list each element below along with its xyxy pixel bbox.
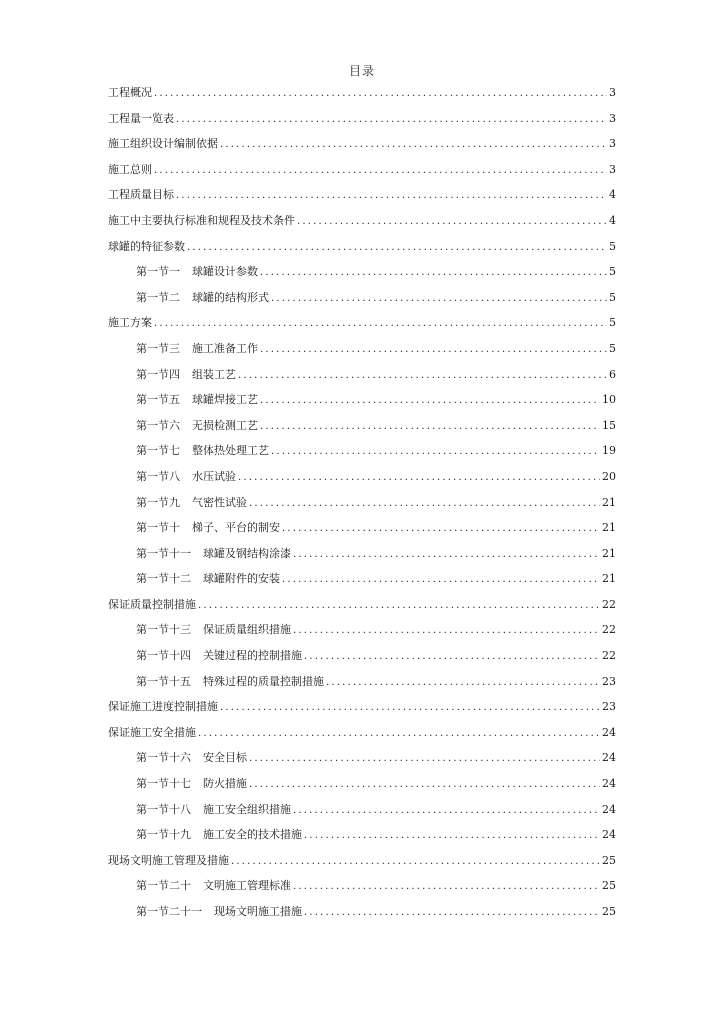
toc-dot-leader bbox=[297, 209, 607, 235]
toc-entry-label bbox=[136, 541, 291, 567]
toc-dot-leader bbox=[282, 567, 600, 593]
toc-entry-title: 无损检测工艺 bbox=[192, 418, 258, 432]
toc-entry[interactable] bbox=[108, 541, 616, 567]
toc-section-number: 第一节十四 bbox=[136, 649, 191, 663]
toc-entry-label bbox=[136, 899, 302, 925]
toc-entry[interactable] bbox=[108, 797, 616, 823]
toc-entry-label bbox=[108, 208, 295, 234]
toc-entry-label bbox=[108, 694, 218, 720]
toc-section-number: 第一节十 bbox=[136, 521, 180, 535]
toc-page-number: 22 bbox=[602, 597, 616, 611]
toc-entry[interactable] bbox=[108, 234, 616, 260]
toc-entry-label bbox=[136, 669, 324, 695]
toc-page-number: 25 bbox=[602, 853, 616, 867]
toc-entry-title: 施工总则 bbox=[108, 162, 152, 176]
toc-page-number: 19 bbox=[602, 444, 616, 458]
toc-section-number: 第一节三 bbox=[136, 341, 180, 355]
toc-dot-leader bbox=[238, 363, 607, 389]
toc-page-number: 24 bbox=[602, 828, 616, 842]
toc-entry[interactable] bbox=[108, 643, 616, 669]
toc-entry[interactable] bbox=[108, 310, 616, 336]
toc-entry-title: 安全目标 bbox=[203, 751, 247, 765]
toc-page-number: 5 bbox=[609, 316, 616, 330]
toc-entry[interactable] bbox=[108, 80, 616, 106]
toc-entry-title: 水压试验 bbox=[192, 469, 236, 483]
toc-page-number: 22 bbox=[602, 623, 616, 637]
toc-page-number: 21 bbox=[602, 495, 616, 509]
toc-entry-title: 保证施工进度控制措施 bbox=[108, 700, 218, 714]
toc-dot-leader bbox=[260, 337, 607, 363]
toc-dot-leader bbox=[304, 823, 600, 849]
toc-section-number: 第一节十六 bbox=[136, 751, 191, 765]
toc-entry[interactable] bbox=[108, 285, 616, 311]
toc-page-number: 24 bbox=[602, 802, 616, 816]
toc-entry[interactable] bbox=[108, 899, 616, 925]
toc-entry[interactable] bbox=[108, 490, 616, 516]
toc-entry-label bbox=[136, 822, 302, 848]
toc-entry-label bbox=[108, 848, 229, 874]
toc-entry-title: 组装工艺 bbox=[192, 367, 236, 381]
table-of-contents bbox=[108, 80, 616, 925]
toc-entry-label bbox=[136, 362, 236, 388]
toc-section-number: 第一节十九 bbox=[136, 828, 191, 842]
toc-page-number: 15 bbox=[602, 418, 616, 432]
toc-page-number: 4 bbox=[609, 213, 616, 227]
toc-entry[interactable] bbox=[108, 157, 616, 183]
toc-page-number: 5 bbox=[609, 290, 616, 304]
toc-entry-label bbox=[136, 745, 247, 771]
toc-entry-title: 特殊过程的质量控制措施 bbox=[203, 674, 324, 688]
toc-page-number: 3 bbox=[609, 86, 616, 99]
toc-entry-title: 施工安全组织措施 bbox=[203, 802, 291, 816]
toc-dot-leader bbox=[304, 644, 600, 670]
toc-entry-label bbox=[136, 413, 258, 439]
toc-entry-label bbox=[136, 285, 269, 311]
toc-entry-title: 梯子、平台的制安 bbox=[192, 521, 280, 535]
toc-entry-title: 工程质量目标 bbox=[108, 188, 174, 202]
toc-entry-label bbox=[108, 310, 152, 336]
toc-entry[interactable] bbox=[108, 438, 616, 464]
toc-page-number: 5 bbox=[609, 341, 616, 355]
toc-entry-label bbox=[136, 797, 291, 823]
toc-entry[interactable] bbox=[108, 515, 616, 541]
toc-entry-label bbox=[108, 157, 152, 183]
toc-entry-label bbox=[136, 643, 302, 669]
toc-section-number: 第一节五 bbox=[136, 393, 180, 407]
toc-page-number: 25 bbox=[602, 905, 616, 918]
toc-entry[interactable] bbox=[108, 208, 616, 234]
toc-dot-leader bbox=[176, 183, 607, 209]
toc-page-number: 4 bbox=[609, 188, 616, 202]
toc-page-number: 20 bbox=[602, 469, 616, 483]
toc-entry-title: 保证质量组织措施 bbox=[203, 623, 291, 637]
toc-entry-title: 工程量一览表 bbox=[108, 111, 174, 125]
toc-entry-title: 整体热处理工艺 bbox=[192, 444, 269, 458]
toc-entry[interactable] bbox=[108, 259, 616, 285]
toc-entry-label bbox=[108, 182, 174, 208]
toc-entry-title: 球罐焊接工艺 bbox=[192, 393, 258, 407]
toc-page-number: 24 bbox=[602, 725, 616, 739]
toc-section-number: 第一节九 bbox=[136, 495, 180, 509]
toc-page-number: 23 bbox=[602, 674, 616, 688]
toc-dot-leader bbox=[249, 746, 600, 772]
toc-entry[interactable] bbox=[108, 106, 616, 132]
toc-entry-label bbox=[108, 131, 218, 157]
toc-page-number: 21 bbox=[602, 546, 616, 560]
toc-dot-leader bbox=[304, 900, 600, 926]
toc-entry-title: 球罐设计参数 bbox=[192, 265, 258, 279]
toc-entry-label bbox=[136, 873, 291, 899]
toc-entry[interactable] bbox=[108, 464, 616, 490]
toc-entry-title: 施工方案 bbox=[108, 316, 152, 330]
toc-page-number: 10 bbox=[602, 393, 616, 407]
toc-entry-title: 施工中主要执行标准和规程及技术条件 bbox=[108, 213, 295, 227]
toc-section-number: 第一节八 bbox=[136, 469, 180, 483]
toc-page-number: 24 bbox=[602, 777, 616, 791]
toc-entry-label bbox=[136, 566, 280, 592]
toc-entry[interactable] bbox=[108, 182, 616, 208]
toc-entry-title: 球罐的特征参数 bbox=[108, 239, 185, 253]
toc-dot-leader bbox=[260, 260, 607, 286]
toc-title: 目录 bbox=[348, 64, 375, 78]
toc-dot-leader bbox=[231, 849, 600, 875]
toc-entry-title: 防火措施 bbox=[203, 777, 247, 791]
toc-page-number: 5 bbox=[609, 265, 616, 279]
toc-entry-label bbox=[108, 80, 152, 106]
toc-entry[interactable] bbox=[108, 336, 616, 362]
toc-dot-leader bbox=[293, 798, 600, 824]
toc-dot-leader bbox=[271, 439, 600, 465]
toc-section-number: 第一节一 bbox=[136, 265, 180, 279]
toc-page-number: 3 bbox=[609, 137, 616, 151]
toc-entry-label bbox=[136, 259, 258, 285]
toc-entry[interactable] bbox=[108, 848, 616, 874]
toc-dot-leader bbox=[187, 235, 607, 261]
toc-entry-title: 现场文明施工措施 bbox=[214, 905, 302, 918]
toc-entry-label bbox=[136, 464, 236, 490]
toc-entry-title: 关键过程的控制措施 bbox=[203, 649, 302, 663]
toc-section-number: 第一节十八 bbox=[136, 802, 191, 816]
toc-section-number: 第一节二十一 bbox=[136, 905, 202, 918]
toc-entry-title: 气密性试验 bbox=[192, 495, 247, 509]
toc-dot-leader bbox=[220, 132, 607, 158]
toc-entry-title: 球罐的结构形式 bbox=[192, 290, 269, 304]
toc-entry-label bbox=[136, 490, 247, 516]
toc-dot-leader bbox=[154, 81, 607, 107]
toc-entry-title: 工程概况 bbox=[108, 86, 152, 99]
toc-dot-leader bbox=[293, 874, 600, 900]
toc-section-number: 第一节十三 bbox=[136, 623, 191, 637]
toc-entry[interactable] bbox=[108, 720, 616, 746]
toc-dot-leader bbox=[238, 465, 600, 491]
toc-entry-title: 文明施工管理标准 bbox=[203, 879, 291, 893]
toc-page-number: 3 bbox=[609, 111, 616, 125]
toc-dot-leader bbox=[198, 721, 600, 747]
toc-section-number: 第一节六 bbox=[136, 418, 180, 432]
toc-section-number: 第一节七 bbox=[136, 444, 180, 458]
toc-page-number: 25 bbox=[602, 879, 616, 893]
toc-entry-label bbox=[108, 592, 196, 618]
toc-page-number: 21 bbox=[602, 521, 616, 535]
toc-entry-title: 球罐附件的安装 bbox=[203, 572, 280, 586]
toc-dot-leader bbox=[271, 286, 607, 312]
toc-entry-title: 现场文明施工管理及措施 bbox=[108, 853, 229, 867]
toc-dot-leader bbox=[154, 311, 607, 337]
toc-entry-label bbox=[136, 387, 258, 413]
toc-page-number: 5 bbox=[609, 239, 616, 253]
toc-section-number: 第一节十二 bbox=[136, 572, 191, 586]
toc-entry-title: 球罐及钢结构涂漆 bbox=[203, 546, 291, 560]
toc-page-number: 23 bbox=[602, 700, 616, 714]
toc-page-number: 22 bbox=[602, 649, 616, 663]
toc-entry-title: 施工准备工作 bbox=[192, 341, 258, 355]
toc-section-number: 第一节四 bbox=[136, 367, 180, 381]
toc-entry[interactable] bbox=[108, 669, 616, 695]
toc-dot-leader bbox=[282, 516, 600, 542]
toc-dot-leader bbox=[249, 772, 600, 798]
toc-entry[interactable] bbox=[108, 387, 616, 413]
toc-entry[interactable] bbox=[108, 413, 616, 439]
toc-dot-leader bbox=[293, 618, 600, 644]
toc-entry[interactable] bbox=[108, 771, 616, 797]
toc-section-number: 第一节二十 bbox=[136, 879, 191, 893]
toc-entry[interactable] bbox=[108, 822, 616, 848]
toc-entry-title: 施工安全的技术措施 bbox=[203, 828, 302, 842]
toc-section-number: 第一节十七 bbox=[136, 777, 191, 791]
toc-dot-leader bbox=[260, 414, 600, 440]
toc-entry-label bbox=[136, 438, 269, 464]
toc-dot-leader bbox=[198, 593, 600, 619]
toc-section-number: 第一节二 bbox=[136, 290, 180, 304]
toc-page-number: 24 bbox=[602, 751, 616, 765]
toc-entry-label bbox=[136, 336, 258, 362]
toc-page-number: 6 bbox=[609, 367, 616, 381]
toc-entry-label bbox=[108, 234, 185, 260]
toc-entry[interactable] bbox=[108, 873, 616, 899]
toc-dot-leader bbox=[326, 670, 600, 696]
toc-page-number: 3 bbox=[609, 162, 616, 176]
toc-dot-leader bbox=[220, 695, 600, 721]
toc-entry-label bbox=[136, 617, 291, 643]
toc-entry-label bbox=[108, 720, 196, 746]
toc-section-number: 第一节十五 bbox=[136, 674, 191, 688]
toc-dot-leader bbox=[293, 542, 600, 568]
toc-entry-label bbox=[108, 106, 174, 132]
toc-page-number: 21 bbox=[602, 572, 616, 586]
toc-entry-label bbox=[136, 515, 280, 541]
toc-entry[interactable] bbox=[108, 566, 616, 592]
toc-entry[interactable] bbox=[108, 592, 616, 618]
toc-entry[interactable] bbox=[108, 131, 616, 157]
toc-entry[interactable] bbox=[108, 362, 616, 388]
toc-section-number: 第一节十一 bbox=[136, 546, 191, 560]
toc-entry[interactable] bbox=[108, 745, 616, 771]
toc-entry-title: 保证施工安全措施 bbox=[108, 725, 196, 739]
toc-dot-leader bbox=[260, 388, 600, 414]
toc-entry-label bbox=[136, 771, 247, 797]
toc-entry-title: 保证质量控制措施 bbox=[108, 597, 196, 611]
toc-entry-title: 施工组织设计编制依据 bbox=[108, 137, 218, 151]
toc-entry[interactable] bbox=[108, 617, 616, 643]
toc-entry[interactable] bbox=[108, 694, 616, 720]
toc-dot-leader bbox=[154, 158, 607, 184]
toc-dot-leader bbox=[249, 491, 600, 517]
toc-dot-leader bbox=[176, 107, 607, 133]
